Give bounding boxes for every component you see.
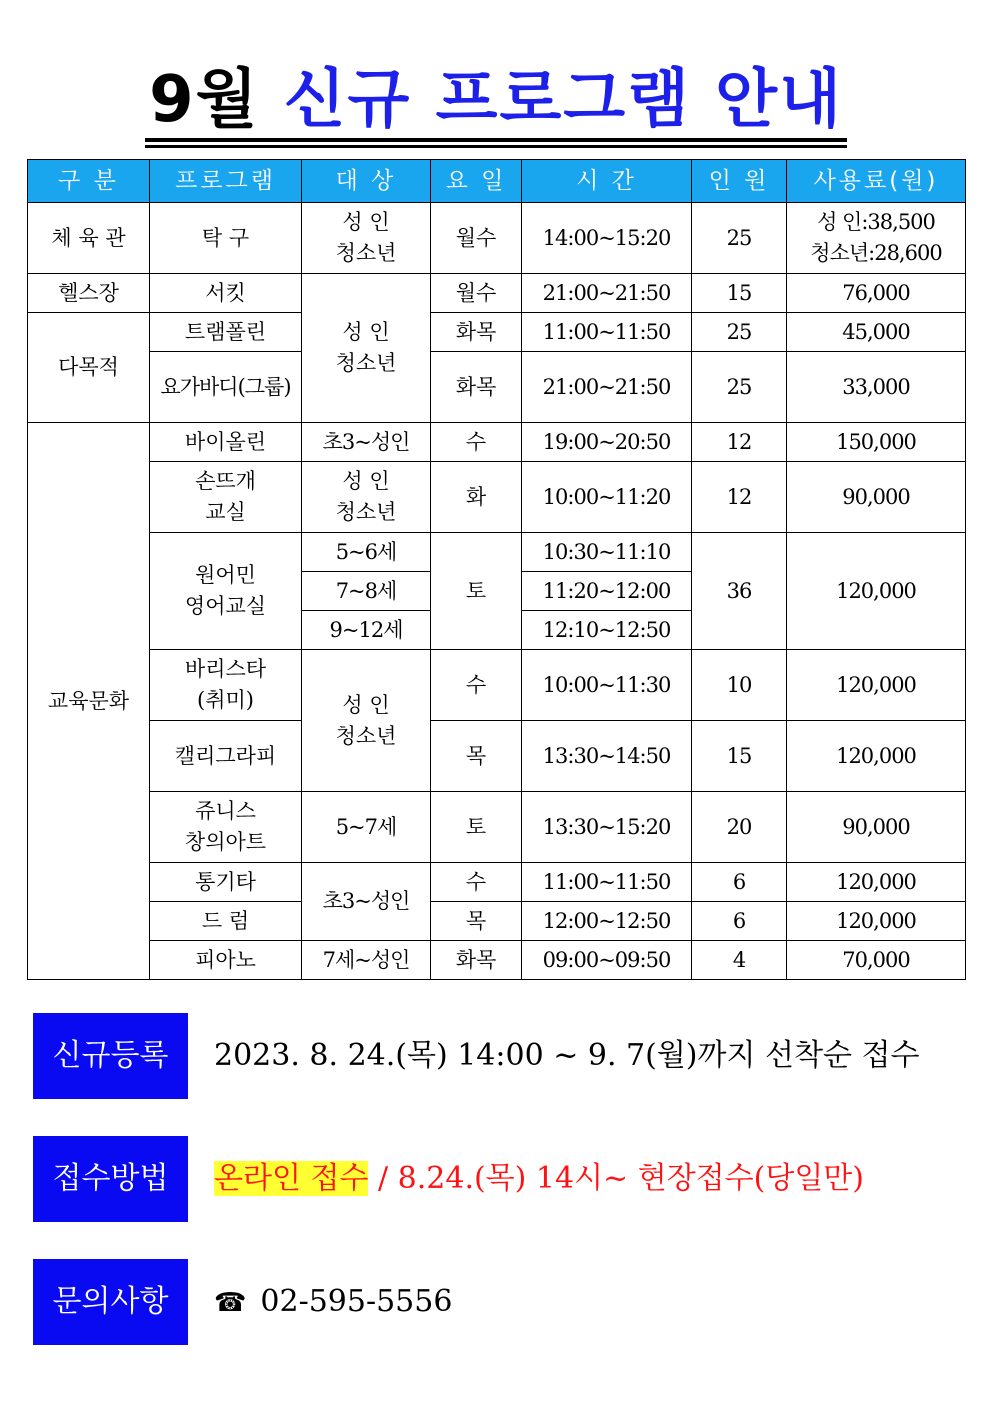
day-cell: 목: [431, 721, 522, 792]
header-count: 인 원: [692, 160, 787, 203]
target-cell: 5~6세: [302, 533, 431, 572]
count-cell: 12: [692, 462, 787, 533]
day-cell: 목: [431, 902, 522, 941]
program-cell: 피아노: [150, 941, 302, 980]
time-cell: 12:00~12:50: [522, 902, 692, 941]
target-cell: 9~12세: [302, 611, 431, 650]
count-cell: 20: [692, 792, 787, 863]
table-row: [28, 533, 966, 572]
category-cell: 다목적: [28, 313, 150, 423]
target-cell: 성 인 청소년: [302, 203, 431, 274]
table-row: [28, 352, 966, 423]
fee-cell: 90,000: [787, 792, 966, 863]
fee-cell: 120,000: [787, 902, 966, 941]
table-row: [28, 650, 966, 721]
table-row: [28, 941, 966, 980]
program-cell: 바이올린: [150, 423, 302, 462]
time-cell: 11:00~11:50: [522, 313, 692, 352]
table-row: [28, 721, 966, 792]
program-cell: 트램폴린: [150, 313, 302, 352]
time-cell: 11:20~12:00: [522, 572, 692, 611]
count-cell: 25: [692, 203, 787, 274]
time-cell: 13:30~15:20: [522, 792, 692, 863]
target-cell: 성 인 청소년: [302, 650, 431, 792]
method-text: [214, 1136, 864, 1222]
header-category: 구 분: [28, 160, 150, 203]
day-cell: 토: [431, 792, 522, 863]
program-table: [27, 159, 966, 980]
contact-text: [214, 1259, 452, 1345]
day-cell: 월수: [431, 203, 522, 274]
count-cell: 4: [692, 941, 787, 980]
fee-cell: 76,000: [787, 274, 966, 313]
title-main: 신규 프로그램 안내: [283, 63, 843, 137]
time-cell: 10:00~11:30: [522, 650, 692, 721]
table-row: [28, 902, 966, 941]
fee-cell: 120,000: [787, 721, 966, 792]
count-cell: 36: [692, 533, 787, 650]
table-row: [28, 203, 966, 274]
count-cell: 15: [692, 721, 787, 792]
table-row: [28, 274, 966, 313]
time-cell: 10:00~11:20: [522, 462, 692, 533]
target-cell: 7세~성인: [302, 941, 431, 980]
day-cell: 화목: [431, 941, 522, 980]
method-section: [33, 1136, 963, 1222]
day-cell: 토: [431, 533, 522, 650]
day-cell: 월수: [431, 274, 522, 313]
target-cell: 7~8세: [302, 572, 431, 611]
fee-cell: 70,000: [787, 941, 966, 980]
day-cell: 화목: [431, 352, 522, 423]
table-row: [28, 792, 966, 863]
count-cell: 25: [692, 352, 787, 423]
method-separator: /: [377, 1161, 389, 1196]
method-label: 접수방법: [33, 1136, 188, 1222]
contact-label: 문의사항: [33, 1259, 188, 1345]
time-cell: 10:30~11:10: [522, 533, 692, 572]
time-cell: 12:10~12:50: [522, 611, 692, 650]
count-cell: 15: [692, 274, 787, 313]
page-title: [0, 62, 992, 142]
header-fee: 사용료(원): [787, 160, 966, 203]
table-row: [28, 863, 966, 902]
count-cell: 10: [692, 650, 787, 721]
count-cell: 25: [692, 313, 787, 352]
program-cell: 캘리그라피: [150, 721, 302, 792]
fee-cell: 45,000: [787, 313, 966, 352]
time-cell: 21:00~21:50: [522, 352, 692, 423]
category-cell: 교육문화: [28, 423, 150, 980]
day-cell: 수: [431, 650, 522, 721]
program-cell: 원어민 영어교실: [150, 533, 302, 650]
program-cell: 쥬니스 창의아트: [150, 792, 302, 863]
time-cell: 11:00~11:50: [522, 863, 692, 902]
register-text: 2023. 8. 24.(목) 14:00 ~ 9. 7(월)까지 선착순 접수: [214, 1038, 920, 1073]
count-cell: 6: [692, 863, 787, 902]
title-month: 9월: [149, 63, 260, 137]
target-cell: 성 인 청소년: [302, 462, 431, 533]
target-cell: 5~7세: [302, 792, 431, 863]
table-header-row: [28, 160, 966, 203]
category-cell: 헬스장: [28, 274, 150, 313]
program-cell: 요가바디(그룹): [150, 352, 302, 423]
program-cell: 서킷: [150, 274, 302, 313]
time-cell: 09:00~09:50: [522, 941, 692, 980]
table-row: [28, 423, 966, 462]
fee-cell: 120,000: [787, 650, 966, 721]
time-cell: 13:30~14:50: [522, 721, 692, 792]
contact-section: [33, 1259, 963, 1345]
onsite-signup-text: 8.24.(목) 14시~ 현장접수(당일만): [397, 1161, 864, 1196]
header-program: 프로그램: [150, 160, 302, 203]
time-cell: 21:00~21:50: [522, 274, 692, 313]
count-cell: 12: [692, 423, 787, 462]
header-time: 시 간: [522, 160, 692, 203]
header-target: 대 상: [302, 160, 431, 203]
register-section: [33, 1013, 963, 1099]
online-signup-link[interactable]: 온라인 접수: [214, 1161, 369, 1196]
day-cell: 화: [431, 462, 522, 533]
telephone-icon: ☎: [214, 1288, 247, 1318]
day-cell: 수: [431, 423, 522, 462]
header-day: 요 일: [431, 160, 522, 203]
program-cell: 드 럼: [150, 902, 302, 941]
fee-cell: 120,000: [787, 863, 966, 902]
time-cell: 19:00~20:50: [522, 423, 692, 462]
target-cell: 성 인 청소년: [302, 274, 431, 423]
day-cell: 수: [431, 863, 522, 902]
target-cell: 초3~성인: [302, 423, 431, 462]
fee-cell: 150,000: [787, 423, 966, 462]
target-cell: 초3~성인: [302, 863, 431, 941]
fee-cell: 90,000: [787, 462, 966, 533]
program-cell: 통기타: [150, 863, 302, 902]
fee-cell: 성 인:38,500 청소년:28,600: [787, 203, 966, 274]
phone-number[interactable]: 02-595-5556: [260, 1284, 453, 1319]
time-cell: 14:00~15:20: [522, 203, 692, 274]
program-cell: 손뜨개 교실: [150, 462, 302, 533]
table-row: [28, 462, 966, 533]
fee-cell: 120,000: [787, 533, 966, 650]
category-cell: 체 육 관: [28, 203, 150, 274]
day-cell: 화목: [431, 313, 522, 352]
register-label: 신규등록: [33, 1013, 188, 1099]
program-cell: 바리스타 (취미): [150, 650, 302, 721]
count-cell: 6: [692, 902, 787, 941]
table-row: [28, 313, 966, 352]
program-cell: 탁 구: [150, 203, 302, 274]
fee-cell: 33,000: [787, 352, 966, 423]
